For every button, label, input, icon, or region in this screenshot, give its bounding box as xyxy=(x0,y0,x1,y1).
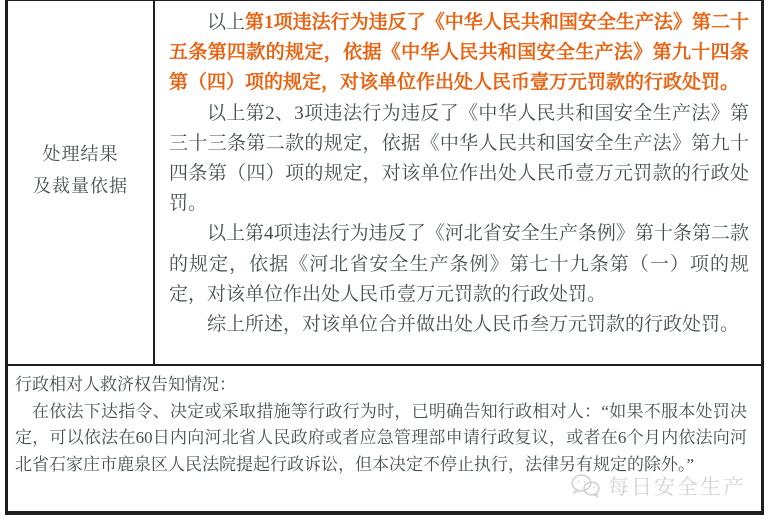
relief-rights-notice xyxy=(8,366,761,478)
result-paragraph-1 xyxy=(169,8,749,99)
result-paragraph-3: 以上第4项违法行为违反了《河北省安全生产条例》第十条第二款的规定，依据《河北省安全生产条例》第七十九条第（一）项的规定，对该单位作出处人民币壹万元罚款的行政处罚。 xyxy=(169,223,749,305)
result-content-cell xyxy=(155,1,761,364)
document-table-frame xyxy=(5,0,764,515)
row-header-line2: 及裁量依据 xyxy=(33,175,128,196)
result-row xyxy=(8,0,761,366)
result-paragraph-4: 综上所述，对该单位合并做出处人民币叁万元罚款的行政处罚。 xyxy=(207,314,740,336)
result-paragraph-1-highlight: 第1项违法行为违反了《中华人民共和国安全生产法》第二十五条第四款的规定，依据《中华人民共和国安全生产法》第九十四条第（四）项的规定，对该单位作出处人民币壹万元罚款的行政处罚。 xyxy=(169,12,749,94)
result-paragraph-2: 以上第2、3项违法行为违反了《中华人民共和国安全生产法》第三十三条第二款的规定，依据《中华人民共和国安全生产法》第九十四条第（四）项的规定，对该单位作出处人民币壹万元罚款的行政处罚。 xyxy=(169,102,749,215)
watermark xyxy=(570,471,746,501)
notice-body: 在依法下达指令、决定或采取措施等行政行为时，已明确告知行政相对人：“如果不服本处罚决定，可以依法在60日内向河北省人民政府或者应急管理部申请行政复议，或者在6个月内依法向河北省石家庄市鹿泉区人民法院提起行政诉讼，但本决定不停止执行，法律另有规定的除外。” xyxy=(15,401,747,474)
notice-heading: 行政相对人救济权告知情况： xyxy=(15,375,236,394)
row-header-line1: 处理结果 xyxy=(42,143,119,164)
watermark-label: 每日安全生产 xyxy=(608,476,746,499)
wechat-icon xyxy=(570,473,601,499)
row-header-cell xyxy=(8,1,155,364)
result-paragraph-1-prefix: 以上 xyxy=(207,12,246,33)
